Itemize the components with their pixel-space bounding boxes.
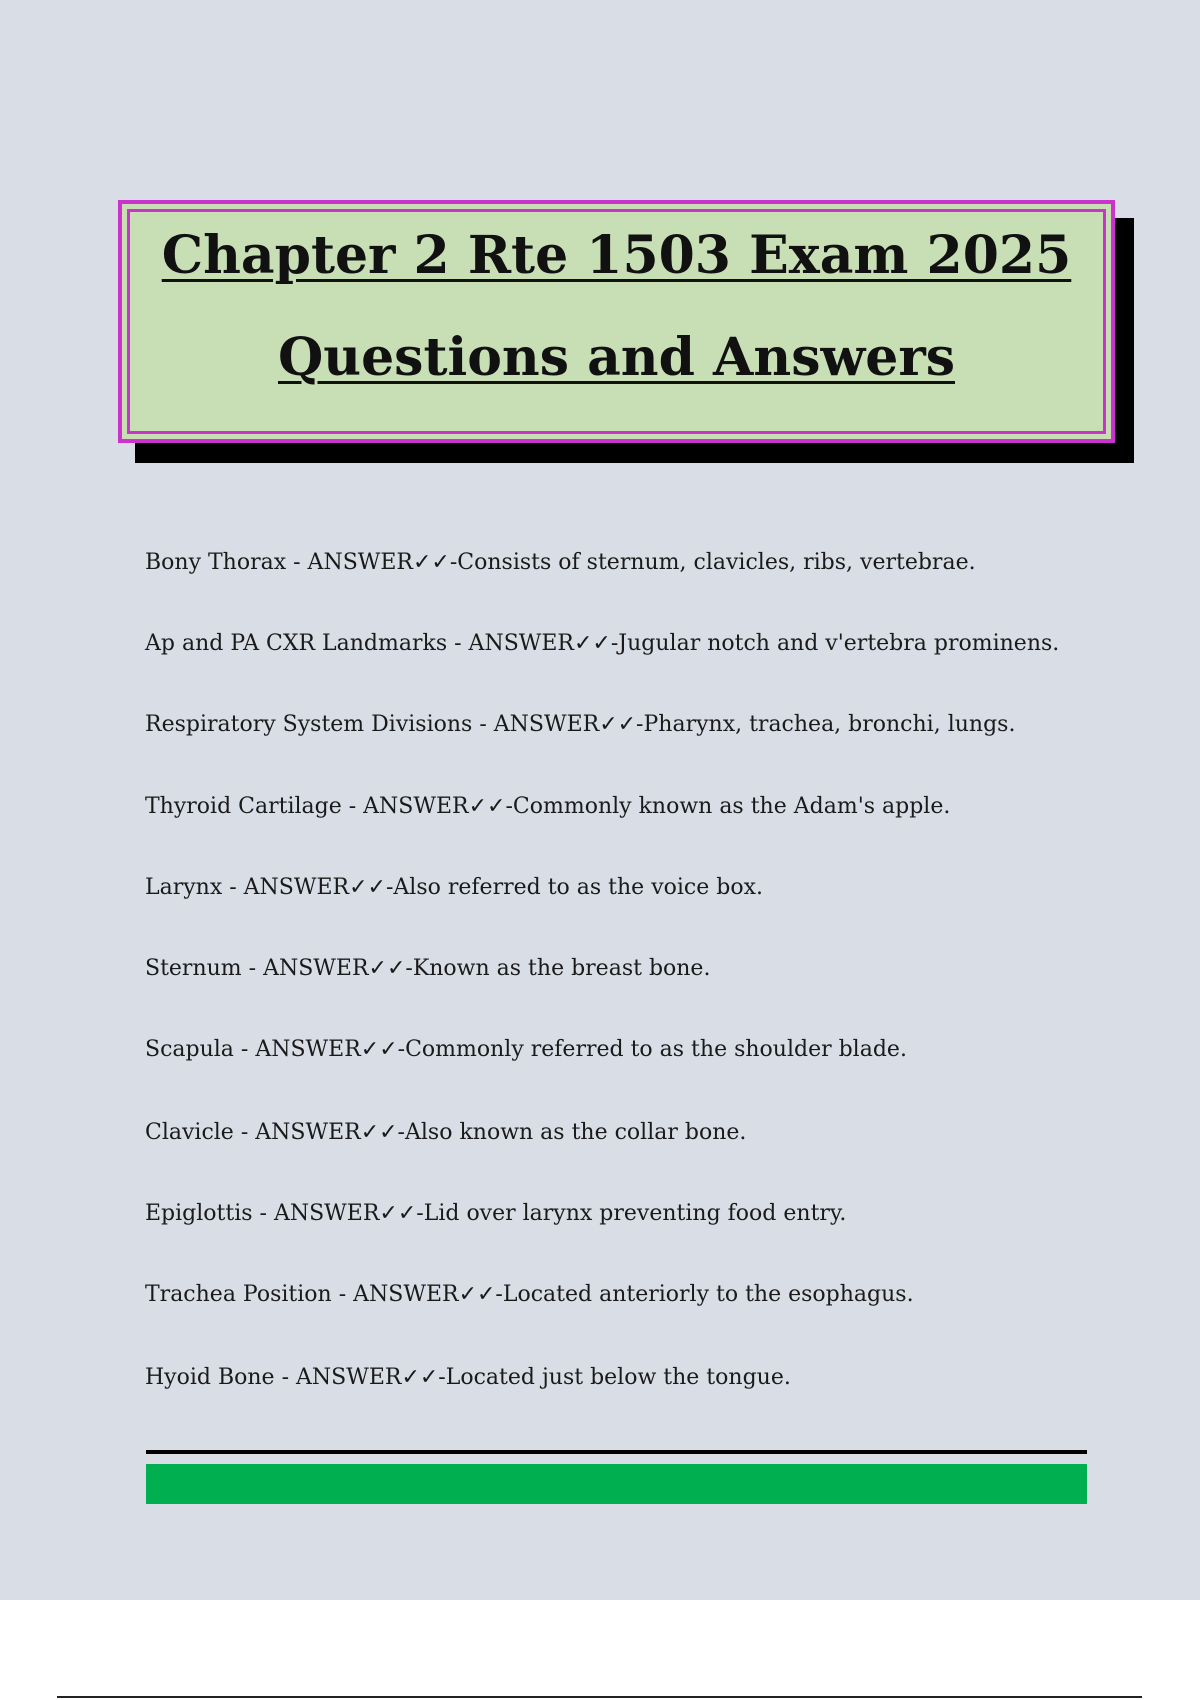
accent-bar	[146, 1464, 1087, 1504]
qa-item: Respiratory System Divisions - ANSWER✓✓-Pharynx, trachea, bronchi, lungs.	[145, 712, 1016, 737]
page-title-line-2: Questions and Answers	[277, 327, 955, 388]
qa-item: Ap and PA CXR Landmarks - ANSWER✓✓-Jugular notch and v'ertebra prominens.	[145, 631, 1060, 656]
page-title-line-1: Chapter 2 Rte 1503 Exam 2025	[161, 225, 1072, 286]
footer-divider	[57, 1696, 1142, 1698]
qa-item: Sternum - ANSWER✓✓-Known as the breast bone.	[145, 956, 711, 981]
qa-item: Larynx - ANSWER✓✓-Also referred to as the voice box.	[145, 875, 763, 900]
qa-item: Bony Thorax - ANSWER✓✓-Consists of sternum, clavicles, ribs, vertebrae.	[145, 550, 976, 575]
divider-rule	[146, 1450, 1087, 1454]
qa-item: Hyoid Bone - ANSWER✓✓-Located just below the tongue.	[145, 1365, 791, 1390]
title-box	[118, 200, 1115, 443]
qa-item: Trachea Position - ANSWER✓✓-Located anteriorly to the esophagus.	[145, 1282, 914, 1307]
qa-item: Epiglottis - ANSWER✓✓-Lid over larynx preventing food entry.	[145, 1201, 847, 1226]
qa-item: Clavicle - ANSWER✓✓-Also known as the collar bone.	[145, 1120, 747, 1145]
qa-item: Scapula - ANSWER✓✓-Commonly referred to as the shoulder blade.	[145, 1037, 907, 1062]
qa-item: Thyroid Cartilage - ANSWER✓✓-Commonly known as the Adam's apple.	[145, 794, 951, 819]
